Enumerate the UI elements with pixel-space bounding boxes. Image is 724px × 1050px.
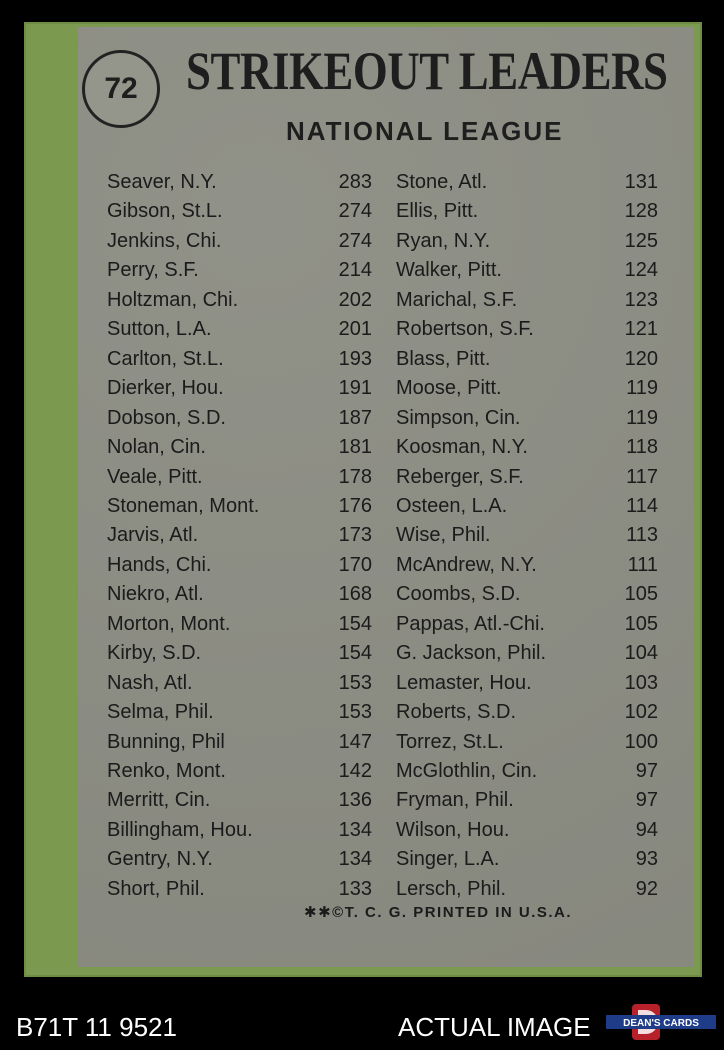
player-name: Ellis, Pitt. xyxy=(396,200,479,223)
strikeout-count: 134 xyxy=(338,818,372,841)
leader-row xyxy=(0,757,724,786)
leader-row xyxy=(0,845,724,874)
leader-row xyxy=(0,168,724,197)
player-name: Wise, Phil. xyxy=(396,524,491,547)
player-name: Stoneman, Mont. xyxy=(107,494,260,517)
strikeout-count: 181 xyxy=(338,436,372,459)
player-name: Jarvis, Atl. xyxy=(107,524,199,547)
player-name: Blass, Pitt. xyxy=(396,347,491,370)
strikeout-count: 176 xyxy=(338,494,372,517)
strikeout-count: 123 xyxy=(624,288,658,311)
strikeout-count: 142 xyxy=(338,760,372,782)
player-name: Morton, Mont. xyxy=(107,612,231,635)
actual-image-label: ACTUAL IMAGE xyxy=(398,1012,591,1042)
strikeout-count: 193 xyxy=(338,347,372,370)
player-name: Perry, S.F. xyxy=(107,259,199,282)
strikeout-count: 92 xyxy=(635,877,658,900)
strikeout-count: 134 xyxy=(338,848,372,871)
strikeout-count: 131 xyxy=(624,171,658,193)
leader-row xyxy=(0,698,724,727)
player-name: Simpson, Cin. xyxy=(396,406,521,429)
strikeout-count: 105 xyxy=(624,583,658,606)
player-name: Kirby, S.D. xyxy=(107,642,202,665)
player-name: Dobson, S.D. xyxy=(107,406,226,429)
strikeout-count: 125 xyxy=(624,229,658,252)
strikeout-count: 121 xyxy=(624,318,658,341)
leader-row xyxy=(0,463,724,492)
leader-row xyxy=(0,345,724,374)
player-name: Merritt, Cin. xyxy=(107,789,211,812)
player-name: Robertson, S.F. xyxy=(396,318,534,341)
strikeout-count: 93 xyxy=(635,848,658,871)
strikeout-count: 113 xyxy=(626,524,658,547)
strikeout-count: 178 xyxy=(338,465,372,488)
strikeout-count: 103 xyxy=(624,671,658,694)
inventory-code: B71T 11 9521 xyxy=(16,1012,177,1042)
strikeout-count: 114 xyxy=(626,494,658,517)
strikeout-count: 100 xyxy=(624,730,658,753)
leader-row xyxy=(0,551,724,580)
logo-text: DEAN'S CARDS xyxy=(623,1018,699,1029)
card-number-badge xyxy=(82,50,160,128)
strikeout-count: 202 xyxy=(338,288,372,311)
leader-row xyxy=(0,197,724,226)
strikeout-count: 191 xyxy=(338,377,372,400)
player-name: Bunning, Phil xyxy=(107,730,225,753)
player-name: Singer, L.A. xyxy=(396,848,500,871)
strikeout-count: 119 xyxy=(626,406,658,429)
player-name: McAndrew, N.Y. xyxy=(396,553,537,576)
strikeout-count: 154 xyxy=(338,612,372,635)
strikeout-count: 153 xyxy=(338,701,372,724)
player-name: Reberger, S.F. xyxy=(396,465,524,488)
player-name: Ryan, N.Y. xyxy=(396,229,491,252)
strikeout-count: 119 xyxy=(626,377,658,400)
player-name: Sutton, L.A. xyxy=(107,318,212,341)
player-name: Renko, Mont. xyxy=(107,760,226,782)
player-name: Short, Phil. xyxy=(107,877,205,900)
player-name: Selma, Phil. xyxy=(107,701,214,724)
player-name: Lemaster, Hou. xyxy=(396,671,532,694)
player-name: Seaver, N.Y. xyxy=(107,171,217,193)
card-number: 72 xyxy=(104,72,138,105)
player-name: Nolan, Cin. xyxy=(107,436,206,459)
player-name: Roberts, S.D. xyxy=(396,701,517,724)
leader-row xyxy=(0,669,724,698)
player-name: G. Jackson, Phil. xyxy=(396,642,547,665)
strikeout-count: 274 xyxy=(338,200,372,223)
player-name: Marichal, S.F. xyxy=(396,288,518,311)
player-name: Veale, Pitt. xyxy=(107,465,203,488)
player-name: Niekro, Atl. xyxy=(107,583,204,606)
strikeout-count: 128 xyxy=(624,200,658,223)
card-subtitle: NATIONAL LEAGUE xyxy=(286,116,564,146)
player-name: Nash, Atl. xyxy=(107,671,193,694)
leader-row xyxy=(0,580,724,609)
leader-row xyxy=(0,816,724,845)
strikeout-count: 173 xyxy=(338,524,372,547)
strikeout-count: 117 xyxy=(626,465,658,488)
player-name: Coombs, S.D. xyxy=(396,583,521,606)
leader-row xyxy=(0,286,724,315)
player-name: Torrez, St.L. xyxy=(396,730,504,753)
player-name: Lersch, Phil. xyxy=(396,877,507,900)
player-name: Gibson, St.L. xyxy=(107,200,223,223)
strikeout-count: 214 xyxy=(338,259,372,282)
player-name: Pappas, Atl.-Chi. xyxy=(396,612,545,635)
player-name: Walker, Pitt. xyxy=(396,259,502,282)
copyright-footer: ✱✱©T. C. G. PRINTED IN U.S.A. xyxy=(304,904,573,921)
leader-row xyxy=(0,404,724,433)
strikeout-count: 283 xyxy=(338,171,372,193)
strikeout-count: 170 xyxy=(338,553,372,576)
strikeout-count: 168 xyxy=(338,583,372,606)
leader-row xyxy=(0,492,724,521)
leader-row xyxy=(0,875,724,904)
strikeout-count: 120 xyxy=(624,347,658,370)
strikeout-count: 104 xyxy=(624,642,658,665)
player-name: Gentry, N.Y. xyxy=(107,848,213,871)
player-name: Koosman, N.Y. xyxy=(396,436,528,459)
strikeout-count: 136 xyxy=(338,789,372,812)
strikeout-count: 147 xyxy=(338,730,372,753)
player-name: Osteen, L.A. xyxy=(396,494,508,517)
strikeout-count: 274 xyxy=(338,229,372,252)
player-name: Wilson, Hou. xyxy=(396,818,510,841)
player-name: Moose, Pitt. xyxy=(396,377,502,400)
strikeout-count: 105 xyxy=(624,612,658,635)
strikeout-count: 118 xyxy=(626,436,658,459)
leader-row xyxy=(0,610,724,639)
strikeout-count: 187 xyxy=(338,406,372,429)
strikeout-count: 111 xyxy=(627,553,658,576)
player-name: Billingham, Hou. xyxy=(107,818,253,841)
leader-row xyxy=(0,256,724,285)
strikeout-count: 97 xyxy=(635,760,658,782)
strikeout-count: 124 xyxy=(624,259,658,282)
leader-row xyxy=(0,315,724,344)
leader-row xyxy=(0,639,724,668)
leader-row xyxy=(0,374,724,403)
player-name: Hands, Chi. xyxy=(107,553,212,576)
leader-row xyxy=(0,227,724,256)
leader-row xyxy=(0,786,724,815)
card-title: STRIKEOUT LEADERS xyxy=(186,41,668,101)
strikeout-count: 201 xyxy=(338,318,372,341)
deans-cards-logo xyxy=(606,1002,716,1042)
player-name: Jenkins, Chi. xyxy=(107,229,222,252)
strikeout-count: 154 xyxy=(338,642,372,665)
strikeout-count: 97 xyxy=(635,789,658,812)
player-name: Stone, Atl. xyxy=(396,171,488,193)
player-name: Fryman, Phil. xyxy=(396,789,514,812)
player-name: Dierker, Hou. xyxy=(107,377,224,400)
strikeout-count: 102 xyxy=(624,701,658,724)
strikeout-count: 133 xyxy=(338,877,372,900)
player-name: Holtzman, Chi. xyxy=(107,288,239,311)
player-name: McGlothlin, Cin. xyxy=(396,760,538,782)
leader-row xyxy=(0,521,724,550)
leader-row xyxy=(0,433,724,462)
strikeout-count: 94 xyxy=(635,818,658,841)
leader-row xyxy=(0,728,724,757)
strikeout-count: 153 xyxy=(338,671,372,694)
player-name: Carlton, St.L. xyxy=(107,347,224,370)
